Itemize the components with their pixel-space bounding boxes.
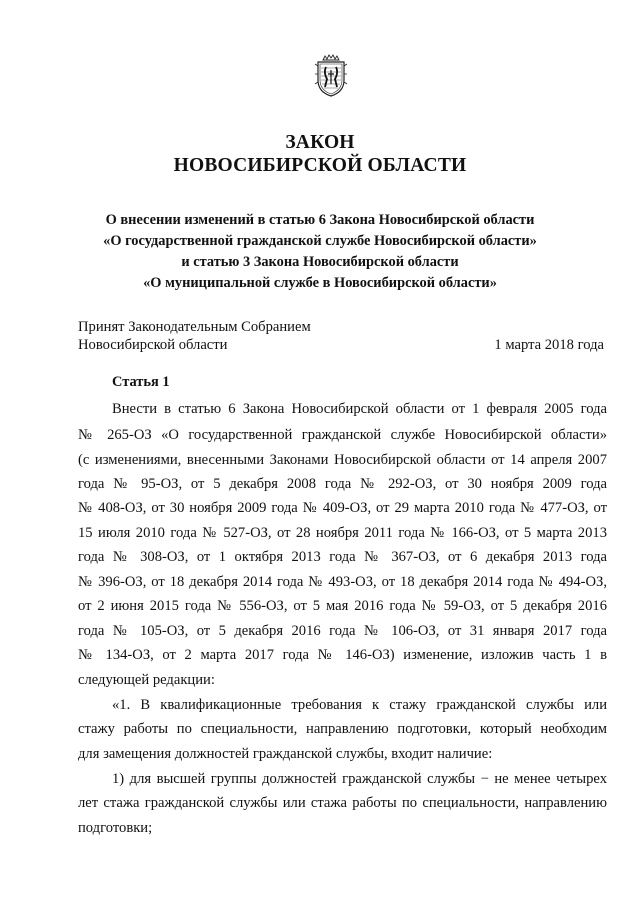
paragraph-line: № 396-ОЗ, от 18 декабря 2014 года № 493-ОЗ, от 18 декабря 2014 года № 494-ОЗ,: [78, 574, 607, 590]
paragraph-line: подготовки;: [78, 820, 153, 836]
paragraph-line: Внести в статью 6 Закона Новосибирской области от 1 февраля 2005 года: [112, 401, 607, 417]
paragraph-line: 15 июля 2010 года № 527-ОЗ, от 28 ноября 2011 года № 166-ОЗ, от 5 марта 2013: [78, 525, 607, 541]
document-title-region: НОВОСИБИРСКОЙ ОБЛАСТИ: [173, 155, 467, 176]
subject-line: О внесении изменений в статью 6 Закона Новосибирской области: [105, 212, 535, 228]
paragraph-line: (с изменениями, внесенными Законами Новосибирской области от 14 апреля 2007: [78, 452, 607, 468]
paragraph-line: № 408-ОЗ, от 30 ноября 2009 года № 409-ОЗ, от 29 марта 2010 года № 477-ОЗ, от: [78, 500, 607, 516]
paragraph-line: следующей редакции:: [78, 672, 215, 688]
paragraph-line: № 134-ОЗ, от 2 марта 2017 года № 146-ОЗ) изменение, изложив часть 1 в: [78, 647, 607, 663]
adoption-date: 1 марта 2018 года: [494, 337, 604, 353]
paragraph-line: от 2 июня 2015 года № 556-ОЗ, от 5 мая 2016 года № 59-ОЗ, от 5 декабря 2016: [78, 598, 607, 614]
adoption-body-line: Принят Законодательным Собранием: [78, 319, 311, 335]
paragraph-line: года № 95-ОЗ, от 5 декабря 2008 года № 292-ОЗ, от 30 ноября 2009 года: [78, 476, 607, 492]
document-title: ЗАКОН: [285, 132, 355, 153]
paragraph-line: года № 105-ОЗ, от 5 декабря 2016 года № 106-ОЗ, от 31 января 2017 года: [78, 623, 607, 639]
adoption-region-line: Новосибирской области: [78, 337, 228, 353]
subject-line: «О государственной гражданской службе Новосибирской области»: [103, 233, 537, 249]
paragraph-line: № 265-ОЗ «О государственной гражданской службе Новосибирской области»: [78, 427, 607, 443]
paragraph-line: лет стажа гражданской службы или стажа работы по специальности, направлению: [78, 795, 607, 811]
paragraph-line: для замещения должностей гражданской службы, входит наличие:: [78, 746, 493, 762]
paragraph-line: года № 308-ОЗ, от 1 октября 2013 года № 367-ОЗ, от 6 декабря 2013 года: [78, 549, 607, 565]
article-heading: Статья 1: [112, 374, 170, 390]
paragraph-line: стажу работы по специальности, направлению подготовки, который необходим: [78, 721, 607, 737]
subject-line: и статью 3 Закона Новосибирской области: [181, 254, 459, 270]
novosibirsk-coat-of-arms-icon: [314, 54, 348, 98]
paragraph-line: 1) для высшей группы должностей гражданской службы − не менее четырех: [112, 771, 607, 787]
paragraph-line: «1. В квалификационные требования к стажу гражданской службы или: [112, 697, 607, 713]
subject-line: «О муниципальной службе в Новосибирской области»: [143, 275, 497, 291]
